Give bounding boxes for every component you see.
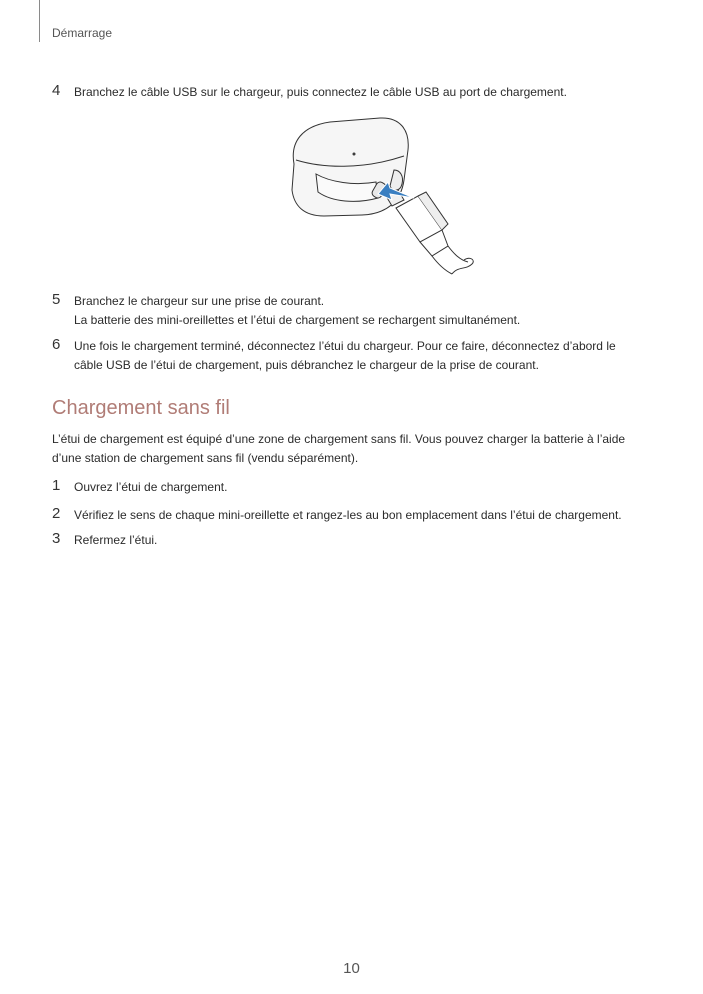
intro-line-2: d’une station de chargement sans fil (vendu séparément).	[52, 451, 359, 465]
step-number: 1	[52, 477, 61, 494]
step-text-line-1: Une fois le chargement terminé, déconnectez l’étui du chargeur. Pour ce faire, déconnectez d’abord le	[74, 339, 616, 353]
page-number: 10	[343, 960, 360, 977]
status-led	[353, 153, 355, 155]
step-number: 4	[52, 82, 61, 99]
charging-case-illustration	[282, 112, 478, 277]
step-6	[52, 337, 616, 375]
step-text: Branchez le câble USB sur le chargeur, puis connectez le câble USB au port de chargement.	[74, 85, 567, 99]
running-header: Démarrage	[52, 26, 113, 40]
step-number: 5	[52, 291, 61, 308]
step-number: 6	[52, 336, 61, 353]
intro-line-1: L’étui de chargement est équipé d’une zone de chargement sans fil. Vous pouvez charger la batterie à l’aide	[52, 432, 626, 446]
usb-plug	[396, 192, 473, 274]
step-text-line-1: Branchez le chargeur sur une prise de courant.	[74, 294, 325, 308]
step-text: Ouvrez l’étui de chargement.	[74, 480, 228, 494]
step-4	[52, 83, 567, 102]
step-5	[52, 292, 520, 330]
step-number: 2	[52, 505, 61, 522]
step-text: Vérifiez le sens de chaque mini-oreillette et rangez-les au bon emplacement dans l’étui de chargement.	[74, 508, 622, 522]
step-text-line-2: La batterie des mini-oreillettes et l’étui de chargement se rechargent simultanément.	[74, 313, 521, 327]
wireless-step-1	[52, 478, 227, 497]
section-title: Chargement sans fil	[52, 397, 230, 419]
step-text-line-2: câble USB de l’étui de chargement, puis débranchez le chargeur de la prise de courant.	[74, 358, 539, 372]
intro-paragraph	[52, 430, 652, 468]
step-number: 3	[52, 530, 61, 547]
wireless-step-2	[52, 506, 622, 525]
margin-rule	[39, 0, 40, 42]
step-text: Refermez l’étui.	[74, 533, 158, 547]
wireless-step-3	[52, 531, 157, 550]
